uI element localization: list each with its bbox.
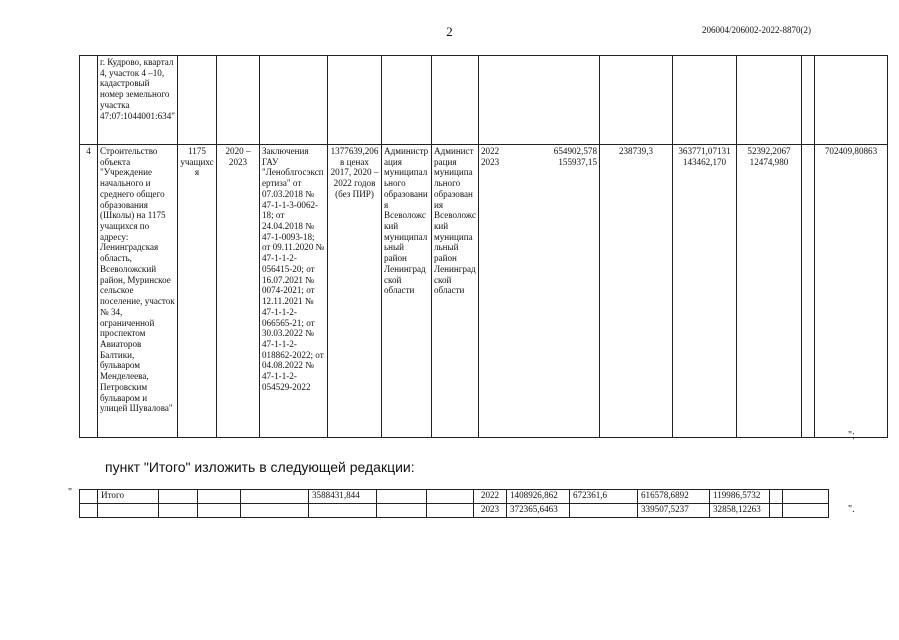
customer-cell: Администрация муниципального образования Всеволожский муниципальный район Ленинградской области	[382, 145, 432, 438]
object-name-cell: Строительство объекта "Учреждение начального и среднего общего образования (Школы) на 1175 учащихся по адресу: Ленинградская область, Всеволожский район, Муринское сельское поселение, участок № 34, ограниченной проспектом Авиаторов Балтики, бульваром Менделеева, Петровским бульваром и улицей Шувалова"	[98, 145, 178, 438]
row-number: 4	[80, 145, 98, 438]
document-number: 206004/206002-2022-8870(2)	[702, 25, 811, 35]
federal-value: 238739,3	[618, 146, 654, 156]
financing-row	[481, 157, 597, 168]
expertise-cell: Заключения ГАУ "Леноблгосэкспертиза" от 07.03.2018 № 47-1-1-3-0062-18; от 24.04.2018 № 47-1-0093-18; от 09.11.2020 № 47-1-1-2-056415-20; от 16.07.2021 № 0074-2021; от 12.11.2021 № 47-1-1-2-066565-21; от 30.03.2022 № 47-1-1-2-018862-2022; от 04.08.2022 № 47-1-1-2-054529-2022	[260, 145, 328, 438]
opening-quote-mark: "	[68, 487, 73, 498]
period-cell: 2020 – 2023	[217, 145, 260, 438]
totals-regional: 339507,5237	[638, 504, 710, 518]
financing-total: 654902,578	[553, 146, 597, 156]
table-row-previous	[80, 56, 888, 145]
section-heading: пункт "Итого" изложить в следующей редакции:	[105, 459, 415, 475]
totals-total: 372365,6463	[507, 504, 570, 518]
regional-cell	[673, 145, 737, 438]
local-value: 12474,980	[749, 156, 789, 167]
capacity-cell: 1175 учащихся	[178, 145, 217, 438]
totals-year: 2023	[474, 504, 507, 518]
closing-quote-mark: ";	[848, 430, 855, 441]
financing-year: 2022	[481, 146, 500, 156]
totals-federal: 672361,6	[570, 490, 638, 504]
totals-label: Итого	[98, 490, 159, 504]
regional-value: 363771,07131	[678, 146, 731, 156]
object-name-cell: г. Кудрово, квартал 4, участок 4 –10, кадастровый номер земельного участка 47:07:1044001:634"	[98, 56, 178, 145]
totals-row-2023	[80, 504, 829, 518]
closing-quote-mark: ".	[848, 504, 855, 515]
totals-local: 32858,12263	[710, 504, 770, 518]
federal-cell	[600, 145, 673, 438]
totals-federal	[570, 504, 638, 518]
totals-table	[79, 489, 829, 518]
financing-total: 155937,15	[558, 156, 597, 167]
local-cell	[737, 145, 802, 438]
totals-cost: 3588431,844	[309, 490, 377, 504]
remainder-cell: 702409,80863	[815, 145, 888, 438]
financing-row	[481, 146, 597, 157]
cost-cell: 1377639,206 в ценах 2017, 2020 – 2022 годов (без ПИР)	[328, 145, 382, 438]
local-value: 52392,2067	[747, 146, 791, 156]
totals-row-2022	[80, 490, 829, 504]
table-row-4	[80, 145, 888, 438]
financing-years-cell	[479, 145, 600, 438]
totals-total: 1408926,862	[507, 490, 570, 504]
totals-local: 119986,5732	[710, 490, 770, 504]
financing-year: 2023	[481, 156, 500, 167]
page-number: 2	[446, 24, 453, 39]
totals-year: 2022	[474, 490, 507, 504]
totals-regional: 616578,6892	[638, 490, 710, 504]
objects-table	[79, 55, 888, 438]
regional-value: 143462,170	[682, 156, 727, 167]
developer-cell: Администрация муниципального образования Всеволожский муниципальный район Ленинградской области	[432, 145, 479, 438]
